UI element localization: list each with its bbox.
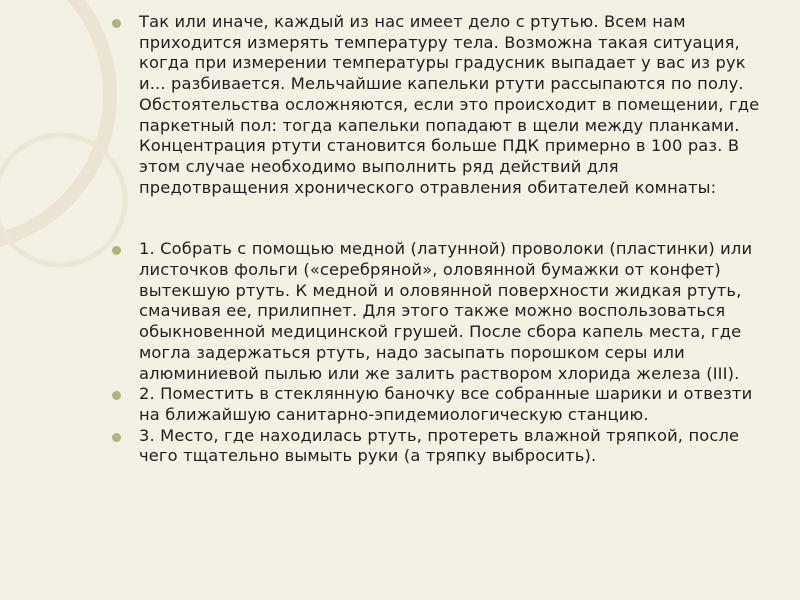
bullet-paragraph-step-3 (112, 426, 772, 467)
paragraph-text: 1. Собрать с помощью медной (латунной) проволоки (пластинки) или листочков фольги («серебряной», оловянной бумажки от конфет) вытекшую ртуть. К медной и оловянной поверхности жидкая ртуть, смачивая ее, прилипнет. Для этого также можно воспользоваться обыкновенной медицинской грушей. После сбора капель места, где могла задержаться ртуть, надо засыпать порошком серы или алюминиевой пылью или же залить раствором хлорида железа (III). (139, 239, 753, 383)
bullet-dot-icon (112, 391, 121, 400)
bullet-paragraph-intro (112, 12, 772, 198)
paragraph-text: Так или иначе, каждый из нас имеет дело с ртутью. Всем нам приходится измерять температуру тела. Возможна такая ситуация, когда при измерении температуры градусник выпадает у вас из рук и... разбивается. Мельчайшие капельки ртути рассыпаются по полу. Обстоятельства осложняются, если это происходит в помещении, где паркетный пол: тогда капельки попадают в щели между планками. Концентрация ртути становится больше ПДК примерно в 100 раз. В этом случае необходимо выполнить ряд действий для предотвращения хронического отравления обитателей комнаты: (139, 12, 760, 197)
bullet-dot-icon (112, 19, 121, 28)
bullet-paragraph-step-2 (112, 384, 772, 425)
slide-body (112, 12, 772, 467)
paragraph-text: 3. Место, где находилась ртуть, протереть влажной тряпкой, после чего тщательно вымыть руки (а тряпку выбросить). (139, 425, 740, 466)
paragraph-text: 2. Поместить в стеклянную баночку все собранные шарики и отвезти на ближайшую санитарно-эпидемиологическую станцию. (139, 384, 753, 424)
bullet-dot-icon (112, 246, 121, 255)
bullet-dot-icon (112, 433, 121, 442)
paragraph-gap (112, 198, 772, 239)
bullet-paragraph-step-1 (112, 239, 772, 384)
